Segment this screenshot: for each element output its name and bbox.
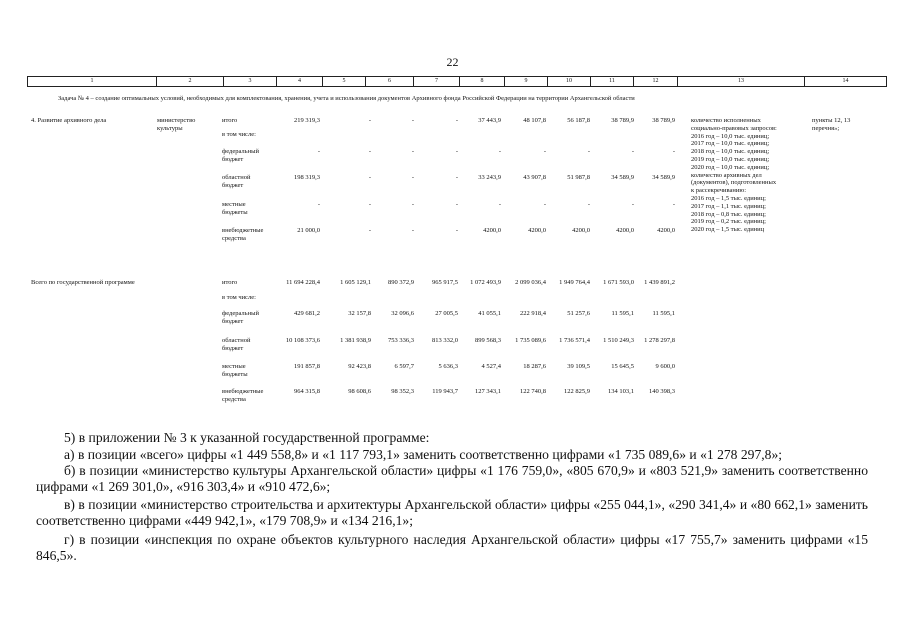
table-cell: 11 595,1	[611, 310, 634, 317]
table-cell: 1 671 593,0	[603, 279, 634, 286]
table-cell: -	[672, 201, 675, 208]
table-cell: 6 597,7	[394, 363, 414, 370]
table-cell: 134 103,1	[608, 388, 634, 395]
table-cell: 9 600,0	[655, 363, 675, 370]
table-cell: -	[411, 148, 414, 155]
column-number-13: 13	[678, 77, 805, 86]
column-number-2: 2	[157, 77, 224, 86]
amendment-paragraph: г) в позиции «инспекция по охране объектов культурного наследия Архангельской области» цифры «17 755,7» заменить цифрами «15 846,5».	[36, 532, 868, 563]
table-cell: 37 443,9	[478, 117, 501, 124]
row-label: в том числе:	[222, 294, 256, 301]
table-cell: -	[368, 227, 371, 234]
table-cell: -	[672, 148, 675, 155]
amendment-paragraph: в) в позиции «министерство строительства и архитектуры Архангельской области» цифры «255 044,1», «290 341,4» и «80 662,1» заменить соответственно цифрами «449 942,1», «179 708,9» и «134 216,1»;	[36, 497, 868, 528]
table-cell: 965 917,5	[432, 279, 458, 286]
table-cell: 34 589,9	[652, 174, 675, 181]
indicator-line: к рассекречиванию:	[691, 187, 747, 195]
table-cell: 41 055,1	[478, 310, 501, 317]
page-number: 22	[446, 55, 459, 69]
table-cell: 198 319,3	[294, 174, 320, 181]
column-number-7: 7	[414, 77, 460, 86]
table-cell: 43 907,8	[523, 174, 546, 181]
table-cell: 98 608,6	[348, 388, 371, 395]
table-cell: 1 949 764,4	[559, 279, 590, 286]
table-cell: -	[411, 201, 414, 208]
table-cell: 38 789,9	[652, 117, 675, 124]
row-label: бюджет	[222, 317, 244, 325]
row-label: федеральный	[222, 148, 259, 155]
row-label: местные	[222, 363, 246, 370]
column-number-12: 12	[634, 77, 678, 86]
row-label: областной	[222, 174, 251, 181]
table-cell: -	[317, 148, 320, 155]
indicator-line: 2018 год – 10,0 тыс. единиц;	[691, 148, 770, 156]
table-cell: -	[455, 148, 458, 155]
table-cell: 5 636,3	[438, 363, 458, 370]
table-cell: -	[455, 174, 458, 181]
table-cell: 429 681,2	[294, 310, 320, 317]
program-link: пункты 12, 13	[812, 117, 851, 124]
table-cell: 32 096,6	[391, 310, 414, 317]
table-cell: 1 072 493,9	[470, 279, 501, 286]
table-cell: 219 319,3	[294, 117, 320, 124]
table-cell: -	[368, 174, 371, 181]
table-cell: 813 332,0	[432, 337, 458, 344]
row-label: внебюджетные	[222, 388, 264, 395]
indicator-line: 2016 год – 1,5 тыс. единиц;	[691, 195, 766, 202]
column-number-6: 6	[366, 77, 414, 86]
table-cell: 1 381 938,9	[340, 337, 371, 344]
table-cell: 34 589,9	[611, 174, 634, 181]
table-cell: -	[455, 117, 458, 124]
table-cell: 51 257,6	[567, 310, 590, 317]
row-label: местные	[222, 201, 246, 208]
table-cell: -	[411, 117, 414, 124]
table-cell: 1 736 571,4	[559, 337, 590, 344]
table-cell: 222 918,4	[520, 310, 546, 317]
column-number-9: 9	[505, 77, 548, 86]
table-cell: 1 605 129,1	[340, 279, 371, 286]
table-cell: 4200,0	[657, 227, 675, 234]
indicator-line: (документов), подготовленных	[691, 179, 777, 187]
indicator-line: количество архивных дел	[691, 171, 762, 179]
table-cell: -	[631, 148, 634, 155]
table-cell: 51 987,8	[567, 174, 590, 181]
section1-executor: культуры	[157, 124, 183, 132]
column-number-5: 5	[323, 77, 366, 86]
table-cell: -	[587, 201, 590, 208]
table-cell: 122 825,9	[564, 388, 590, 395]
table-cell: 33 243,9	[478, 174, 501, 181]
table-cell: -	[498, 201, 501, 208]
table-cell: 122 740,8	[520, 388, 546, 395]
table-cell: 127 343,1	[475, 388, 501, 395]
column-number-11: 11	[591, 77, 634, 86]
table-cell: 4 527,4	[481, 363, 501, 370]
column-number-14: 14	[842, 78, 849, 84]
row-label: бюджет	[222, 181, 244, 189]
row-label: областной	[222, 337, 251, 344]
table-cell: -	[498, 148, 501, 155]
program-link: перечня»;	[812, 124, 840, 132]
table-cell: 4200,0	[616, 227, 634, 234]
table-cell: 56 187,8	[567, 117, 590, 124]
section1-name: 4. Развитие архивного дела	[31, 117, 107, 124]
column-number-row	[27, 76, 887, 87]
table-cell: 4200,0	[528, 227, 546, 234]
amendment-paragraph: 5) в приложении № 3 к указанной государственной программе:	[64, 430, 430, 445]
indicator-line: 2017 год – 10,0 тыс. единиц;	[691, 140, 770, 148]
table-cell: 92 423,8	[348, 363, 371, 370]
indicator-line: 2020 год – 1,5 тыс. единиц	[691, 226, 765, 234]
column-number-8: 8	[460, 77, 505, 86]
table-cell: -	[543, 201, 546, 208]
indicator-line: количество исполненных	[691, 117, 761, 124]
table-cell: -	[543, 148, 546, 155]
table-cell: -	[368, 117, 371, 124]
row-label: федеральный	[222, 310, 259, 317]
table-cell: 98 352,3	[391, 388, 414, 395]
row-label: внебюджетные	[222, 227, 264, 234]
table-cell: -	[587, 148, 590, 155]
table-cell: -	[631, 201, 634, 208]
table-cell: 27 005,5	[435, 310, 458, 317]
indicator-line: 2017 год – 1,1 тыс. единиц;	[691, 202, 766, 210]
table-cell: 1 439 891,2	[644, 279, 675, 286]
table-cell: 10 108 373,6	[285, 337, 320, 344]
row-label: итого	[222, 279, 238, 286]
indicator-line: 2019 год – 0,2 тыс. единиц;	[691, 218, 766, 226]
table-cell: -	[455, 227, 458, 234]
column-number-3: 3	[224, 77, 277, 86]
table-cell: 753 336,3	[388, 337, 414, 344]
table-cell: 11 694 228,4	[286, 279, 320, 286]
row-label: средства	[222, 395, 246, 403]
table-cell: -	[411, 227, 414, 234]
table-cell: 899 568,3	[475, 337, 501, 344]
table-cell: 18 287,6	[523, 363, 546, 370]
table-cell: 191 857,8	[294, 363, 320, 370]
table-cell: 140 398,3	[649, 388, 675, 395]
table-cell: 1 735 089,6	[515, 337, 546, 344]
table-cell: 1 278 297,8	[644, 337, 675, 344]
column-number-10: 10	[548, 77, 591, 86]
table-cell: 890 372,9	[388, 279, 414, 286]
table-cell: 38 789,9	[611, 117, 634, 124]
table-cell: 32 157,8	[348, 310, 371, 317]
indicator-line: 2020 год – 10,0 тыс. единиц;	[691, 163, 770, 171]
table-cell: 15 645,5	[611, 363, 634, 370]
indicator-line: 2019 год – 10,0 тыс. единиц;	[691, 156, 770, 163]
table-cell: -	[317, 201, 320, 208]
table-cell: -	[411, 174, 414, 181]
section2-name: Всего по государственной программе	[31, 279, 135, 286]
table-cell: -	[368, 201, 371, 208]
row-label: в том числе:	[222, 131, 256, 138]
table-cell: 964 315,8	[294, 388, 320, 395]
indicator-line: 2016 год – 10,0 тыс. единиц;	[691, 132, 770, 140]
table-cell: 11 595,1	[652, 310, 675, 317]
task-heading: Задача № 4 – создание оптимальных условий, необходимых для комплектования, хранения, учета и использования документов Архивного фонда Российской Федерации на территории Архангельской области	[58, 95, 635, 102]
amendment-paragraph: а) в позиции «всего» цифры «1 449 558,8» и «1 117 793,1» заменить соответственно цифрами «1 735 089,6» и «1 278 297,8»;	[64, 447, 783, 462]
row-label: средства	[222, 234, 246, 242]
row-label: итого	[222, 117, 238, 124]
table-cell: -	[455, 201, 458, 208]
amendment-paragraph: б) в позиции «министерство культуры Архангельской области» цифры «1 176 759,0», «805 670,9» и «803 521,9» заменить соответственно цифрами «1 269 301,0», «916 303,4» и «910 472,6»;	[36, 463, 868, 494]
row-label: бюджеты	[222, 208, 248, 216]
table-cell: 119 943,7	[432, 388, 458, 395]
row-label: бюджеты	[222, 370, 248, 378]
column-number-1: 1	[28, 77, 157, 86]
row-label: бюджет	[222, 155, 244, 163]
table-cell: 1 510 249,3	[603, 337, 634, 344]
table-cell: 39 109,5	[567, 363, 590, 370]
table-cell: 4200,0	[572, 227, 590, 234]
indicator-line: социально-правовых запросов:	[691, 124, 777, 132]
table-cell: 21 000,0	[297, 227, 320, 234]
column-number-4: 4	[277, 77, 323, 86]
table-cell: 48 107,8	[523, 117, 546, 124]
indicator-line: 2018 год – 0,8 тыс. единиц;	[691, 210, 766, 218]
row-label: бюджет	[222, 344, 244, 352]
section1-executor: министерство	[157, 117, 196, 124]
table-cell: 4200,0	[483, 227, 501, 234]
table-cell: -	[368, 148, 371, 155]
table-cell: 2 099 036,4	[515, 279, 546, 286]
